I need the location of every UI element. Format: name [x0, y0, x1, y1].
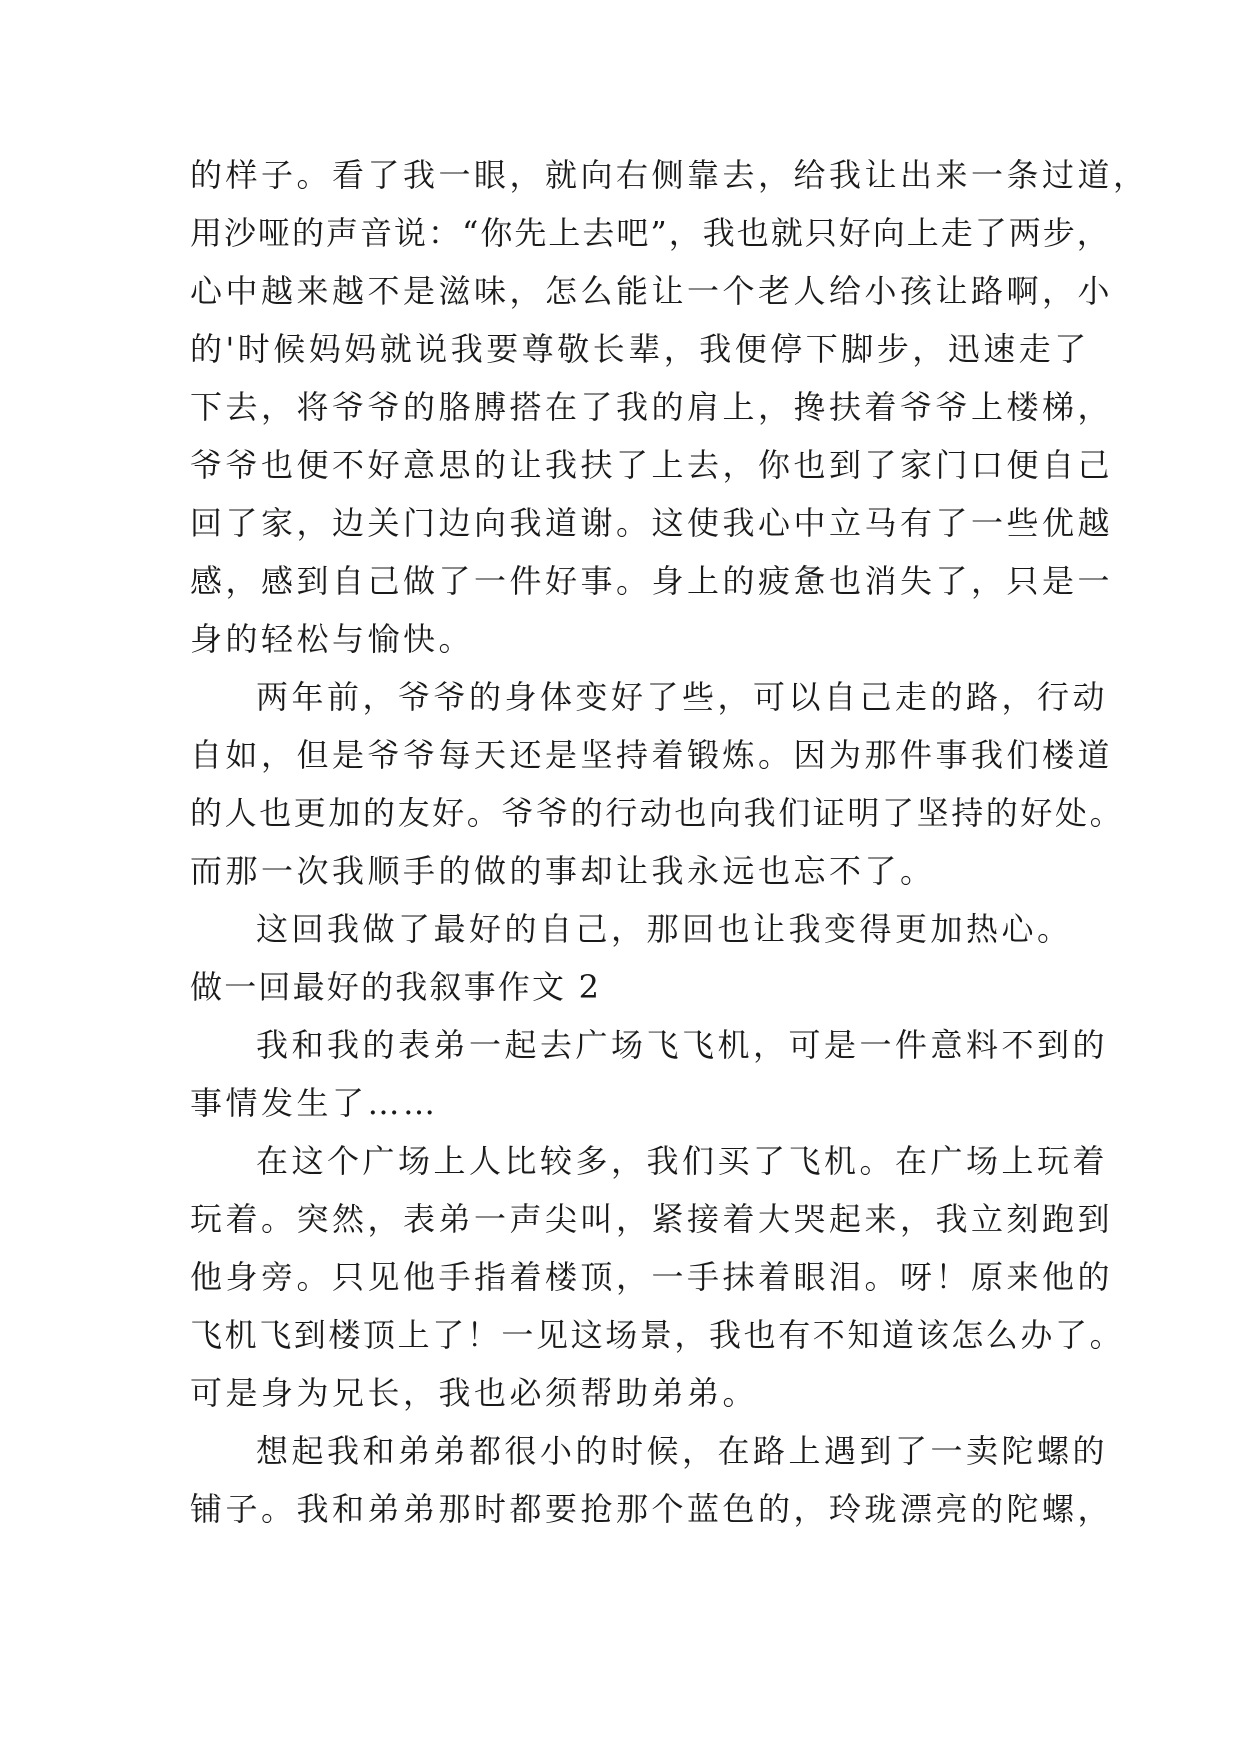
text-line: 身的轻松与愉快。 [190, 620, 475, 658]
text-line: 事情发生了…… [190, 1084, 439, 1122]
essay-title: 做一回最好的我叙事作文 2 [190, 968, 602, 1006]
paragraph-first-line: 两年前，爷爷的身体变好了些，可以自己走的路，行动 [256, 678, 1109, 716]
text-line: 的'时候妈妈就说我要尊敬长辈，我便停下脚步，迅速走了 [190, 330, 1090, 368]
paragraph-first-line: 这回我做了最好的自己，那回也让我变得更加热心。 [256, 910, 1073, 948]
paragraph-first-line: 想起我和弟弟都很小的时候，在路上遇到了一卖陀螺的 [256, 1432, 1109, 1470]
text-line: 可是身为兄长，我也必须帮助弟弟。 [190, 1374, 759, 1412]
text-line: 铺子。我和弟弟那时都要抢那个蓝色的，玲珑漂亮的陀螺， [190, 1490, 1114, 1528]
paragraph-first-line: 我和我的表弟一起去广场飞飞机，可是一件意料不到的 [256, 1026, 1109, 1064]
text-line: 玩着。突然，表弟一声尖叫，紧接着大哭起来，我立刻跑到 [190, 1200, 1114, 1238]
text-line: 用沙哑的声音说：“你先上去吧”，我也就只好向上走了两步， [190, 214, 1111, 252]
text-line: 的样子。看了我一眼，就向右侧靠去，给我让出来一条过道， [190, 156, 1149, 194]
text-line: 而那一次我顺手的做的事却让我永远也忘不了。 [190, 852, 936, 890]
text-line: 回了家，边关门边向我道谢。这使我心中立马有了一些优越 [190, 504, 1114, 542]
text-line: 他身旁。只见他手指着楼顶，一手抹着眼泪。呀！原来他的 [190, 1258, 1114, 1296]
text-line: 爷爷也便不好意思的让我扶了上去，你也到了家门口便自己 [190, 446, 1114, 484]
text-line: 感，感到自己做了一件好事。身上的疲惫也消失了，只是一 [190, 562, 1114, 600]
text-line: 心中越来越不是滋味，怎么能让一个老人给小孩让路啊，小 [190, 272, 1114, 310]
text-line: 的人也更加的友好。爷爷的行动也向我们证明了坚持的好处。 [190, 794, 1125, 832]
paragraph-first-line: 在这个广场上人比较多，我们买了飞机。在广场上玩着 [256, 1142, 1109, 1180]
text-line: 自如，但是爷爷每天还是坚持着锻炼。因为那件事我们楼道 [190, 736, 1114, 774]
text-line: 下去，将爷爷的胳膊搭在了我的肩上，搀扶着爷爷上楼梯， [190, 388, 1114, 426]
text-line: 飞机飞到楼顶上了！一见这场景，我也有不知道该怎么办了。 [190, 1316, 1125, 1354]
